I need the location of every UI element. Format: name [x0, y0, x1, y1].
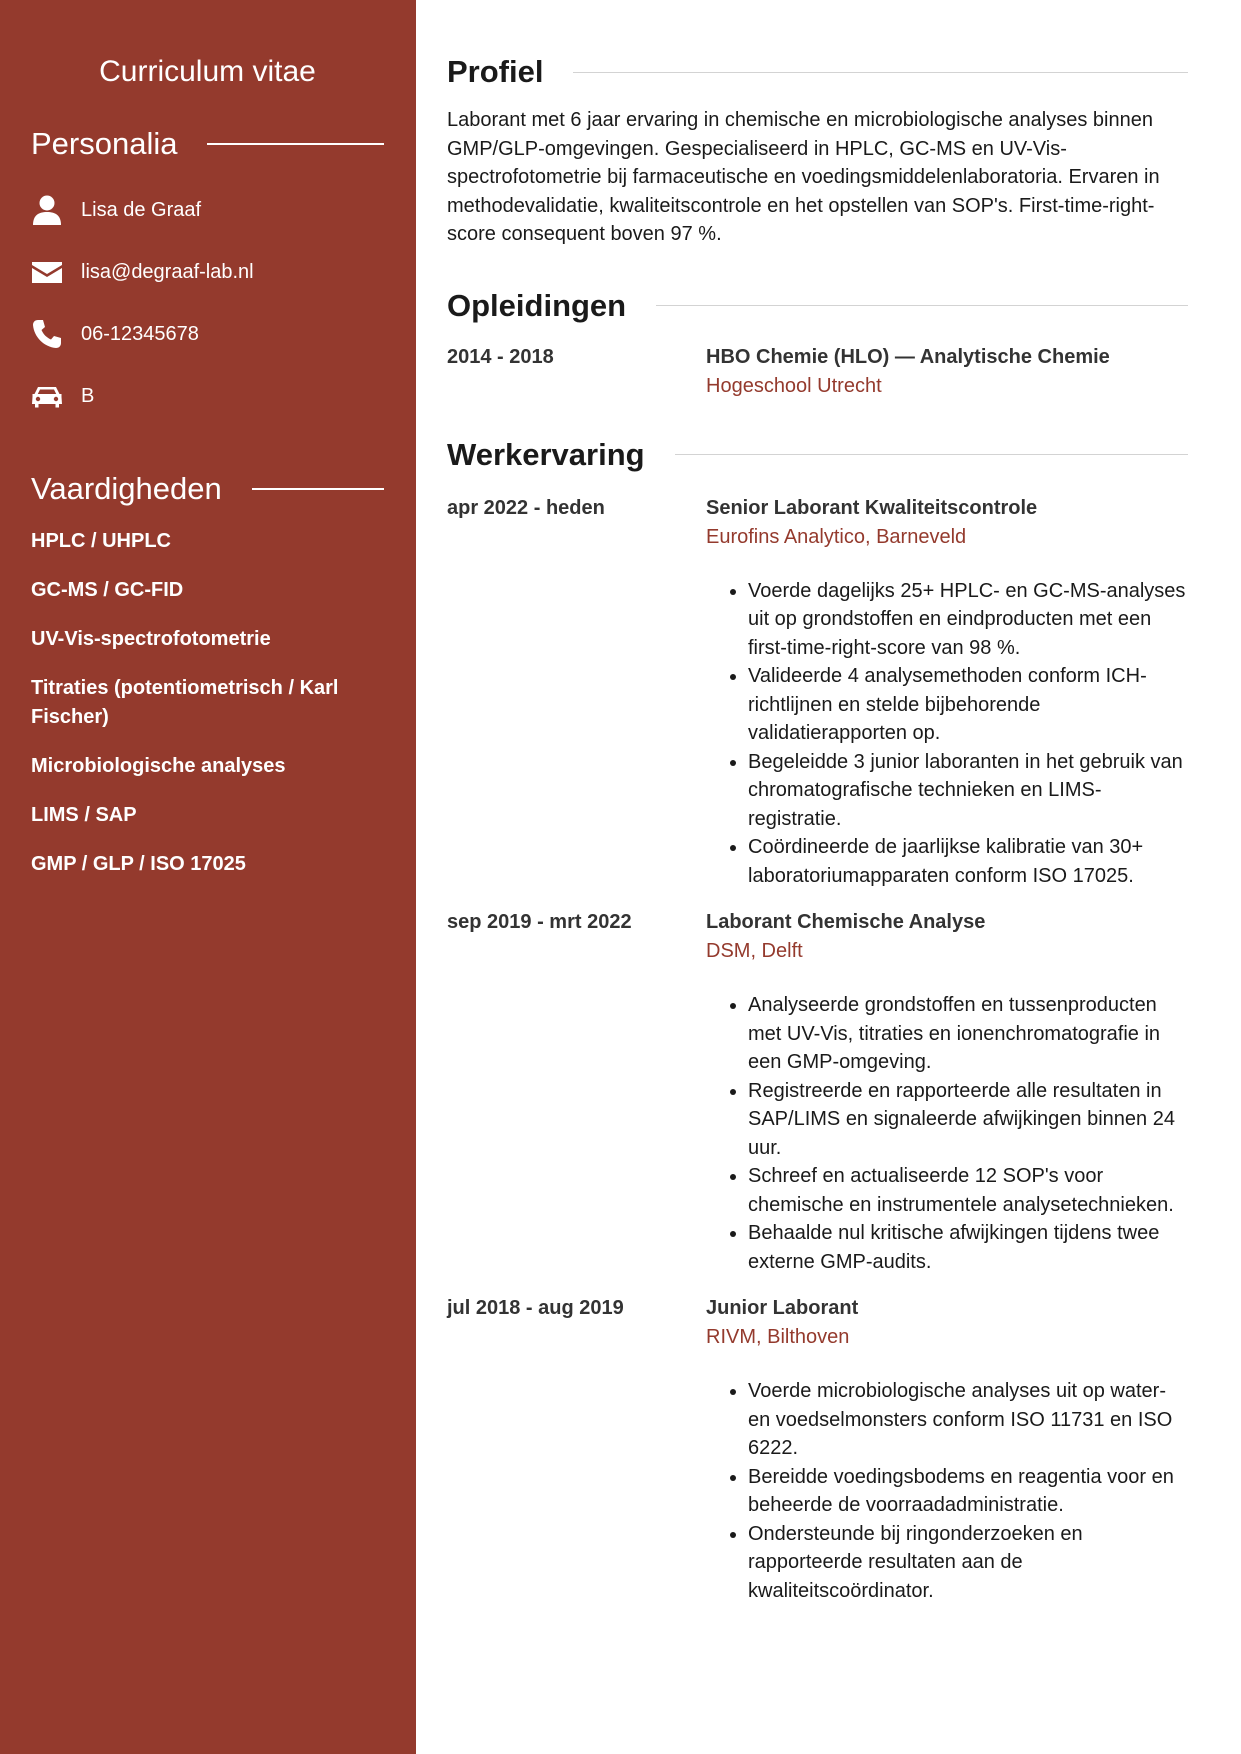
personalia-heading [31, 126, 384, 162]
document-title: Curriculum vitae [99, 55, 316, 88]
education-school: Hogeschool Utrecht [706, 374, 882, 397]
education-entry [447, 343, 1188, 401]
contact-license [31, 365, 384, 427]
job-bullet: • Valideerde 4 analysemethoden conform ICH-richtlijnen en stelde bijbehorende validatierapporten op. [748, 662, 1188, 748]
skill-item: GC-MS / GC-FID [31, 579, 184, 601]
job-entry [447, 1294, 1188, 1605]
heading-divider [656, 305, 1188, 306]
job-bullet: • Schreef en actualiseerde 12 SOP's voor chemische en instrumentele analysetechnieken. [748, 1162, 1188, 1219]
heading-divider [573, 72, 1188, 73]
education-heading-label: Opleidingen [447, 287, 627, 323]
job-entry [447, 908, 1188, 1276]
skills-heading [31, 471, 384, 507]
sidebar [0, 0, 416, 1754]
job-bullet: • Bereidde voedingsbodems en reagentia voor en beheerde de voorraadadministratie. [748, 1463, 1188, 1520]
contact-phone [31, 303, 384, 365]
contact-license-value: B [81, 384, 95, 407]
job-entry [447, 494, 1188, 891]
skills-heading-label: Vaardigheden [31, 471, 222, 506]
education-heading [447, 287, 1188, 325]
job-bullet: • Voerde microbiologische analyses uit op water- en voedselmonsters conform ISO 11731 en ISO 6222. [748, 1377, 1188, 1463]
experience-heading-label: Werkervaring [447, 436, 645, 472]
education-date: 2014 - 2018 [447, 345, 554, 368]
personalia-heading-label: Personalia [31, 126, 178, 161]
car-icon [31, 380, 81, 412]
skill-item: UV-Vis-spectrofotometrie [31, 628, 271, 650]
job-bullet: • Coördineerde de jaarlijkse kalibratie van 30+ laboratoriumapparaten conform ISO 17025. [748, 833, 1188, 890]
job-employer: DSM, Delft [706, 940, 803, 962]
job-date: apr 2022 - heden [447, 496, 605, 519]
profile-heading-label: Profiel [447, 54, 544, 89]
heading-divider [675, 454, 1188, 455]
education-degree: HBO Chemie (HLO) — Analytische Chemie [706, 345, 1110, 368]
job-bullet: • Registreerde en rapporteerde alle resultaten in SAP/LIMS en signaleerde afwijkingen binnen 24 uur. [748, 1077, 1188, 1163]
job-bullets [706, 577, 1188, 891]
job-role: Junior Laborant [706, 1297, 859, 1319]
heading-divider [207, 143, 384, 145]
skills-list [31, 527, 384, 879]
phone-icon [31, 318, 81, 350]
job-employer: Eurofins Analytico, Barneveld [706, 525, 967, 548]
contact-phone-value[interactable]: 06-12345678 [81, 322, 199, 345]
profile-text: Laborant met 6 jaar ervaring in chemische en microbiologische analyses binnen GMP/GLP-omgevingen. Gespecialiseerd in HPLC, GC-MS en UV-Vis-spectrofotometrie bij farmaceutische en voedingsmiddelenlaboratoria. Ervaren in methodevalidatie, kwaliteitscontrole en het opstellen van SOP's. First-time-right-score consequent boven 97 %. [447, 109, 1160, 245]
skill-item: Titraties (potentiometrisch / Karl Fischer) [31, 677, 339, 728]
contact-name [31, 179, 384, 241]
skill-item: HPLC / UHPLC [31, 530, 171, 552]
job-bullet: • Begeleidde 3 junior laboranten in het gebruik van chromatografische technieken en LIMS-registratie. [748, 748, 1188, 834]
experience-heading [447, 436, 1188, 474]
job-date: jul 2018 - aug 2019 [447, 1297, 624, 1319]
skill-item: GMP / GLP / ISO 17025 [31, 853, 246, 875]
job-bullet: • Ondersteunde bij ringonderzoeken en rapporteerde resultaten aan de kwaliteitscoördinator. [748, 1520, 1188, 1606]
person-icon [31, 194, 81, 226]
contact-list [31, 179, 384, 427]
job-bullet: • Analyseerde grondstoffen en tussenproducten met UV-Vis, titraties en ionenchromatografie in een GMP-omgeving. [748, 991, 1188, 1077]
contact-email [31, 241, 384, 303]
contact-name-value: Lisa de Graaf [81, 198, 202, 221]
job-role: Laborant Chemische Analyse [706, 911, 986, 933]
job-bullet: • Behaalde nul kritische afwijkingen tijdens twee externe GMP-audits. [748, 1219, 1188, 1276]
envelope-icon [31, 256, 81, 288]
profile-heading [447, 53, 1188, 91]
job-employer: RIVM, Bilthoven [706, 1326, 850, 1348]
job-bullets [706, 1377, 1188, 1605]
job-bullet: • Voerde dagelijks 25+ HPLC- en GC-MS-analyses uit op grondstoffen en eindproducten met een first-time-right-score van 98 %. [748, 577, 1188, 663]
skill-item: LIMS / SAP [31, 804, 137, 826]
job-role: Senior Laborant Kwaliteitscontrole [706, 496, 1038, 519]
contact-email-value[interactable]: lisa@degraaf-lab.nl [81, 260, 254, 283]
heading-divider [252, 488, 384, 490]
job-bullets [706, 991, 1188, 1276]
skill-item: Microbiologische analyses [31, 755, 286, 777]
job-date: sep 2019 - mrt 2022 [447, 911, 632, 933]
main-content [447, 0, 1188, 1605]
